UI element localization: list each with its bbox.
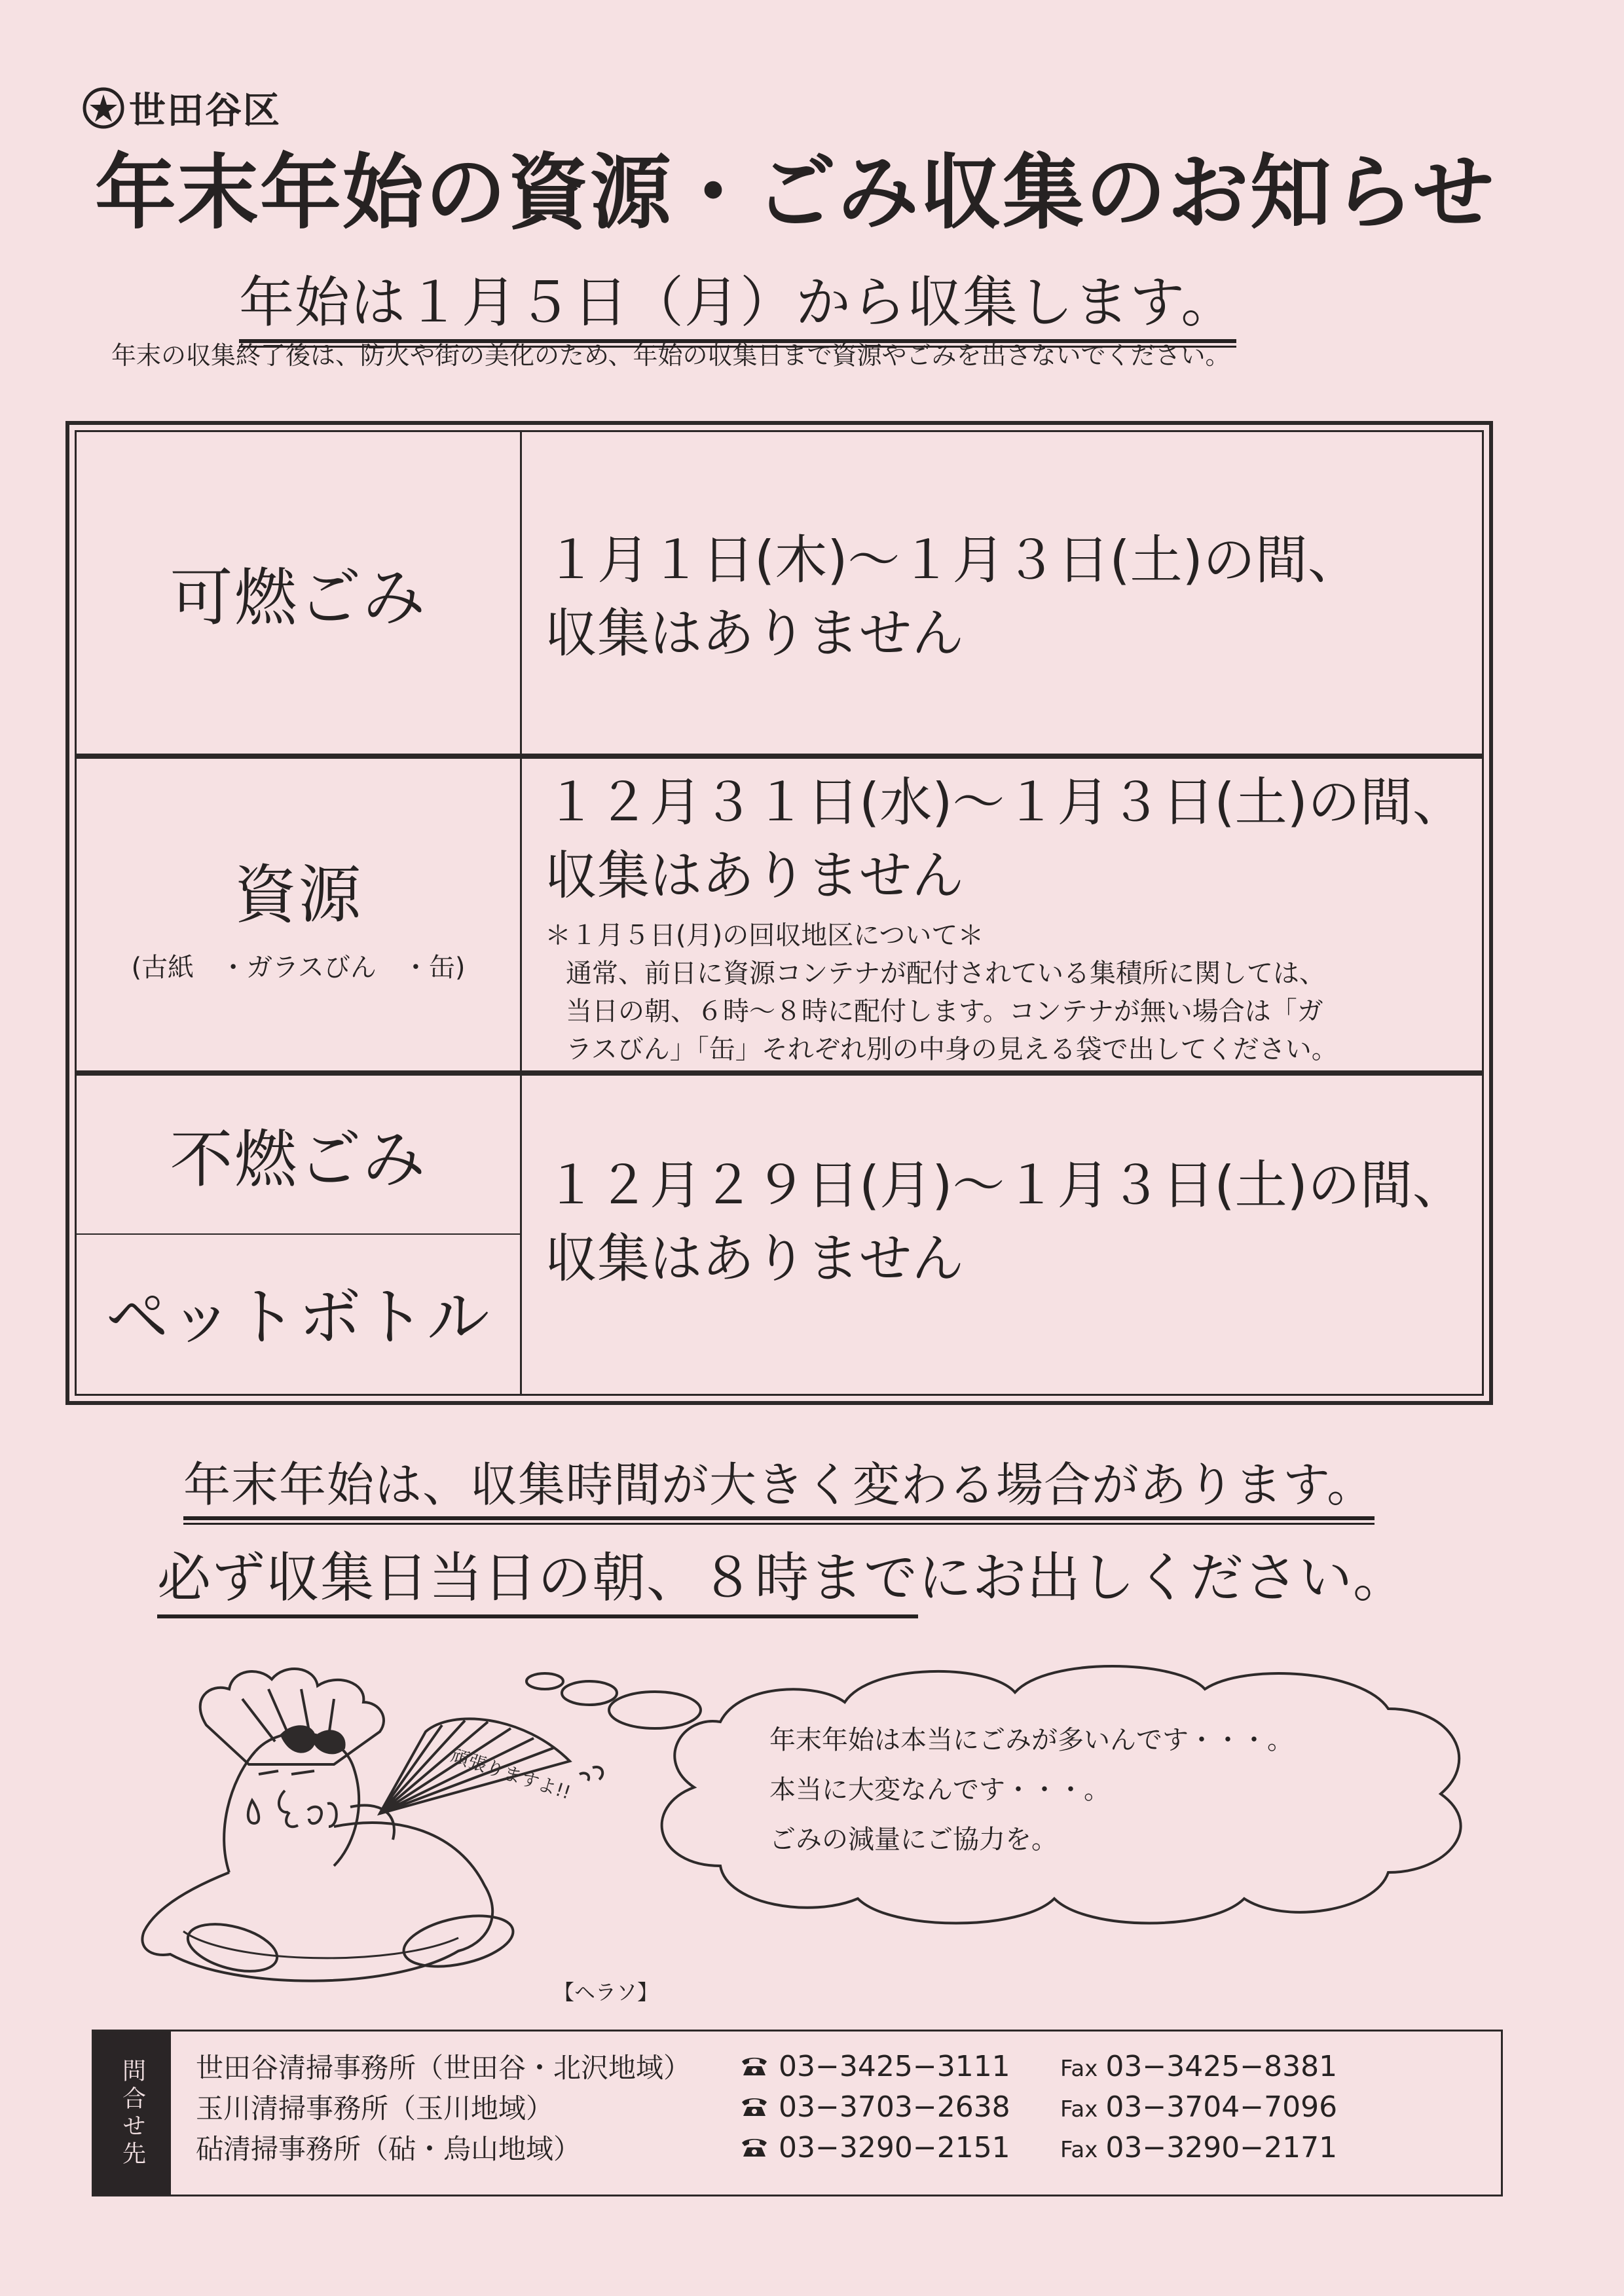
tel-number bbox=[739, 2131, 1060, 2164]
contact-row bbox=[171, 2086, 1501, 2127]
contact-label bbox=[94, 2032, 171, 2195]
fan-text: 頑張りますよ!! bbox=[448, 1744, 574, 1804]
contact-label-text: 問合せ先 bbox=[119, 2058, 146, 2168]
fax-label: Fax bbox=[1060, 2096, 1098, 2123]
category-cell-nonburnable bbox=[77, 1076, 520, 1233]
info-line: 収集はありません bbox=[545, 603, 964, 664]
lead-block bbox=[239, 259, 1236, 348]
fax-value: 03−3704−7096 bbox=[1105, 2090, 1338, 2124]
page-title: 年末年始の資源・ごみ収集のお知らせ bbox=[95, 146, 1496, 240]
contact-row bbox=[171, 2127, 1501, 2168]
info-line: １月１日(木)〜１月３日(土)の間、 bbox=[545, 530, 1360, 591]
warning-text-1: 年末年始は、収集時間が大きく変わる場合があります。 bbox=[183, 1457, 1375, 1512]
category-label: 資源 bbox=[234, 858, 363, 932]
bubble-line: 年末年始は本当にごみが多いんです・・・。 bbox=[769, 1725, 1293, 1755]
warning-block-2 bbox=[157, 1535, 1407, 1618]
category-cell-resources bbox=[77, 759, 520, 1070]
note-line: ＊１月５日(月)の回収地区について＊ bbox=[545, 920, 984, 951]
note-line: ラスびん」「缶」それぞれ別の中身の見える袋で出してください。 bbox=[566, 1034, 1338, 1065]
fax-number bbox=[1060, 2090, 1337, 2124]
note-line: 通常、前日に資源コンテナが配付されている集積所に関しては、 bbox=[566, 958, 1325, 989]
telephone-icon bbox=[739, 2136, 769, 2159]
info-cell-resources bbox=[545, 766, 1465, 1068]
contact-list bbox=[171, 2032, 1501, 2195]
fax-value: 03−3290−2171 bbox=[1105, 2130, 1338, 2164]
warning-emphasis: 必ず収集日当日の朝、８時まで bbox=[157, 1535, 918, 1618]
info-line: 収集はありません bbox=[545, 845, 964, 906]
fax-number bbox=[1060, 2131, 1337, 2164]
bubble-line: ごみの減量にご協力を。 bbox=[769, 1825, 1058, 1855]
tel-value: 03−3290−2151 bbox=[779, 2130, 1010, 2164]
ward-emblem-icon bbox=[82, 86, 125, 130]
tel-value: 03−3425−3111 bbox=[779, 2049, 1010, 2083]
schedule-table bbox=[65, 421, 1493, 1405]
column-divider bbox=[520, 432, 522, 1394]
office-name: 砧清掃事務所（砧・烏山地域） bbox=[196, 2133, 581, 2165]
fax-number bbox=[1060, 2050, 1337, 2083]
office-name: 世田谷清掃事務所（世田谷・北沢地域） bbox=[196, 2052, 692, 2084]
row-divider bbox=[77, 1070, 1482, 1076]
info-cell-nonburnable-pet bbox=[545, 1149, 1465, 1296]
tel-number bbox=[739, 2090, 1060, 2124]
tel-number bbox=[739, 2050, 1060, 2083]
category-label: ペットボトル bbox=[105, 1281, 491, 1354]
fax-label: Fax bbox=[1060, 2055, 1098, 2082]
fax-value: 03−3425−8381 bbox=[1105, 2049, 1338, 2083]
ward-header bbox=[82, 84, 281, 132]
category-label: 可燃ごみ bbox=[170, 561, 427, 634]
warning-text-2: にお出しください。 bbox=[918, 1547, 1408, 1609]
telephone-icon bbox=[739, 2096, 769, 2118]
bubble-line: 本当に大変なんです・・・。 bbox=[769, 1775, 1110, 1805]
category-label: 不燃ごみ bbox=[170, 1123, 427, 1196]
telephone-icon bbox=[739, 2055, 769, 2077]
info-line: 収集はありません bbox=[545, 1228, 964, 1289]
info-cell-burnable bbox=[545, 524, 1360, 670]
warning-block-1 bbox=[183, 1447, 1375, 1525]
category-cell-pet-bottles bbox=[77, 1235, 520, 1390]
office-name: 玉川清掃事務所（玉川地域） bbox=[196, 2092, 554, 2124]
note-line: 当日の朝、６時〜８時に配付します。コンテナが無い場合は「ガ bbox=[566, 996, 1323, 1027]
warning-underline bbox=[183, 1516, 1375, 1525]
resource-notes bbox=[545, 917, 1465, 1068]
lead-text: 年始は１月５日（月）から収集します。 bbox=[239, 270, 1237, 335]
info-line: １２月３１日(水)〜１月３日(土)の間、 bbox=[545, 772, 1465, 833]
category-sublabel: (古紙 ・ガラスびん ・缶) bbox=[131, 953, 466, 983]
contact-row bbox=[171, 2046, 1501, 2086]
character-name: 【ヘラソ】 bbox=[553, 1980, 659, 2005]
header-note: 年末の収集終了後は、防火や街の美化のため、年始の収集日まで資源やごみを出さないでください。 bbox=[111, 341, 1230, 370]
category-cell-burnable bbox=[77, 432, 520, 754]
ward-name: 世田谷区 bbox=[129, 90, 281, 132]
tel-value: 03−3703−2638 bbox=[779, 2090, 1010, 2124]
fax-label: Fax bbox=[1060, 2136, 1098, 2163]
info-line: １２月２９日(月)〜１月３日(土)の間、 bbox=[545, 1155, 1465, 1216]
thought-bubble-text bbox=[769, 1715, 1293, 1865]
row-divider bbox=[77, 754, 1482, 759]
contact-box bbox=[92, 2030, 1503, 2196]
